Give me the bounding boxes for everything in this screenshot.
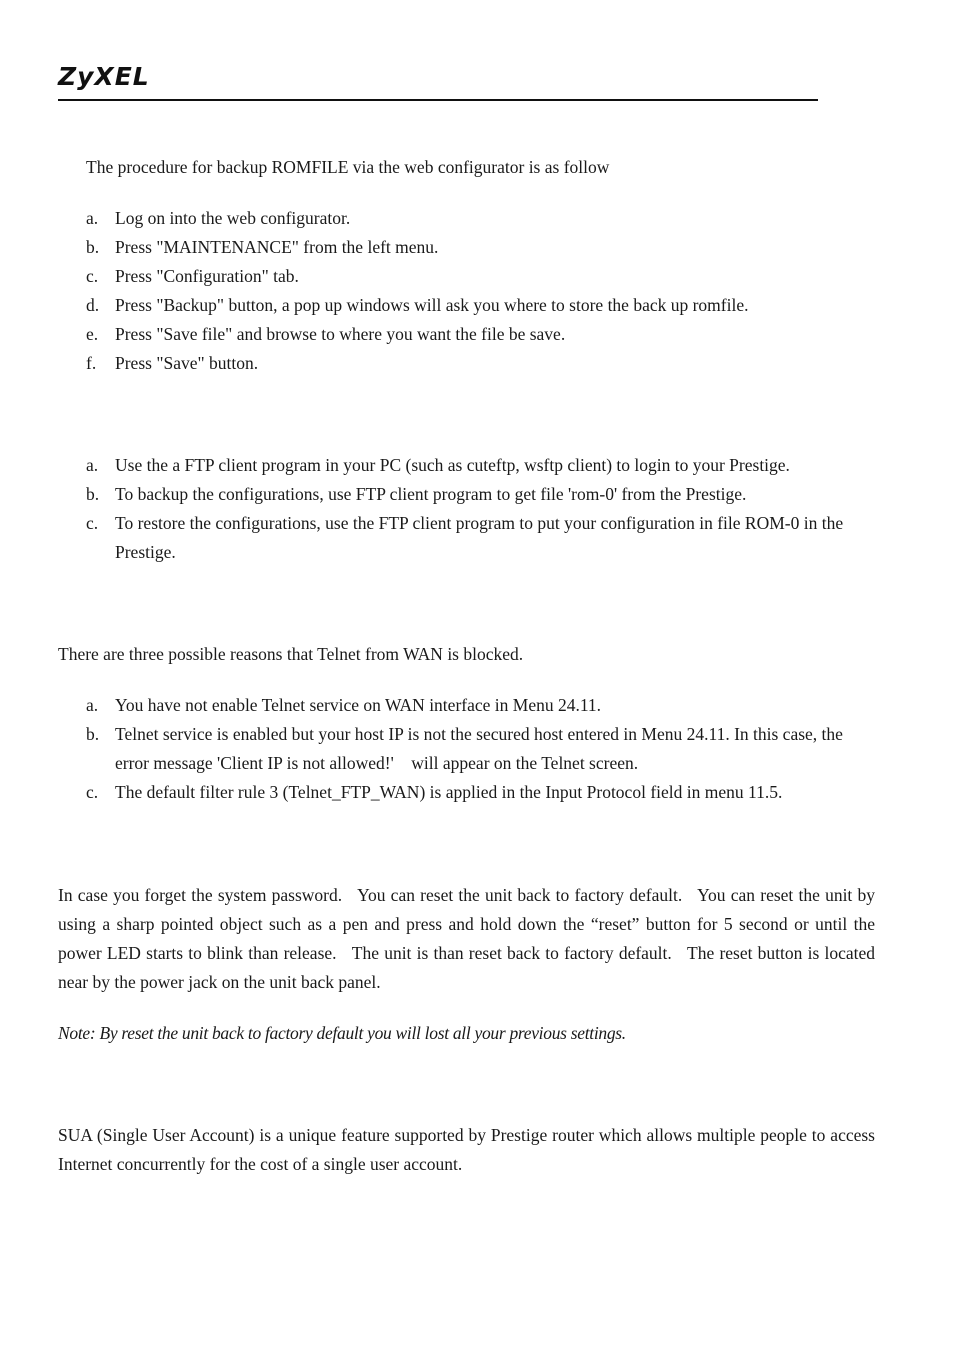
list-marker: b.: [86, 724, 100, 744]
section1-steps: [86, 204, 876, 378]
list-marker: a.: [86, 695, 99, 715]
list-item: [86, 509, 876, 567]
list-item: [86, 262, 876, 291]
list-item-text: Press "Save file" and browse to where you want the file be save.: [115, 324, 566, 344]
list-marker: b.: [86, 237, 100, 257]
list-marker: c.: [86, 782, 99, 802]
section1-intro: The procedure for backup ROMFILE via the web configurator is as follow: [86, 157, 610, 177]
list-item: [86, 233, 876, 262]
list-item-text: Press "Backup" button, a pop up windows will ask you where to store the back up romfile.: [115, 295, 749, 315]
zyxel-logo: ZyXEL: [58, 62, 150, 91]
list-item: [86, 720, 876, 778]
list-marker: f.: [86, 353, 97, 373]
list-item: [86, 778, 876, 807]
list-marker: c.: [86, 266, 99, 286]
list-item: [86, 451, 876, 480]
list-item-text: Press "Configuration" tab.: [115, 266, 299, 286]
list-item: [86, 291, 876, 320]
list-item-text: Log on into the web configurator.: [115, 208, 351, 228]
list-item-text: You have not enable Telnet service on WAN interface in Menu 24.11.: [115, 695, 602, 715]
reset-paragraph: In case you forget the system password. You can reset the unit back to factory default. You can reset the unit by using a sharp pointed object such as a pen and press and hold down the “reset” button for 5 second or until the power LED starts to blink than release. The unit is than reset back to factory default. The reset button is located near by the power jack on the unit back panel.: [58, 885, 880, 992]
list-item-text: The default filter rule 3 (Telnet_FTP_WAN) is applied in the Input Protocol field in menu 11.5.: [115, 782, 783, 802]
list-marker: c.: [86, 513, 99, 533]
list-marker: a.: [86, 208, 99, 228]
list-item-text: To backup the configurations, use FTP client program to get file 'rom-0' from the Prestige.: [115, 484, 747, 504]
header-divider: [58, 99, 818, 101]
list-item-text: Press "MAINTENANCE" from the left menu.: [115, 237, 439, 257]
list-marker: b.: [86, 484, 100, 504]
section3-intro: There are three possible reasons that Telnet from WAN is blocked.: [58, 644, 524, 664]
reset-note: Note: By reset the unit back to factory default you will lost all your previous settings.: [58, 1023, 626, 1043]
list-item-text: To restore the configurations, use the FTP client program to put your configuration in file ROM-0 in the Prestige.: [115, 513, 844, 562]
list-marker: a.: [86, 455, 99, 475]
list-item: [86, 480, 876, 509]
list-item: [86, 204, 876, 233]
list-marker: e.: [86, 324, 99, 344]
list-item: [86, 349, 876, 378]
sua-paragraph: SUA (Single User Account) is a unique feature supported by Prestige router which allows multiple people to access Internet concurrently for the cost of a single user account.: [58, 1125, 875, 1174]
section2-steps: [86, 451, 876, 567]
list-item: [86, 691, 876, 720]
list-item: [86, 320, 876, 349]
section3-steps: [86, 691, 876, 807]
list-item-text: Telnet service is enabled but your host IP is not the secured host entered in Menu 24.11. In this case, the error message 'Client IP is not allowed!' will appear on the Telnet screen.: [115, 724, 848, 773]
list-item-text: Use the a FTP client program in your PC (such as cuteftp, wsftp client) to login to your Prestige.: [115, 455, 790, 475]
list-marker: d.: [86, 295, 100, 315]
list-item-text: Press "Save" button.: [115, 353, 259, 373]
